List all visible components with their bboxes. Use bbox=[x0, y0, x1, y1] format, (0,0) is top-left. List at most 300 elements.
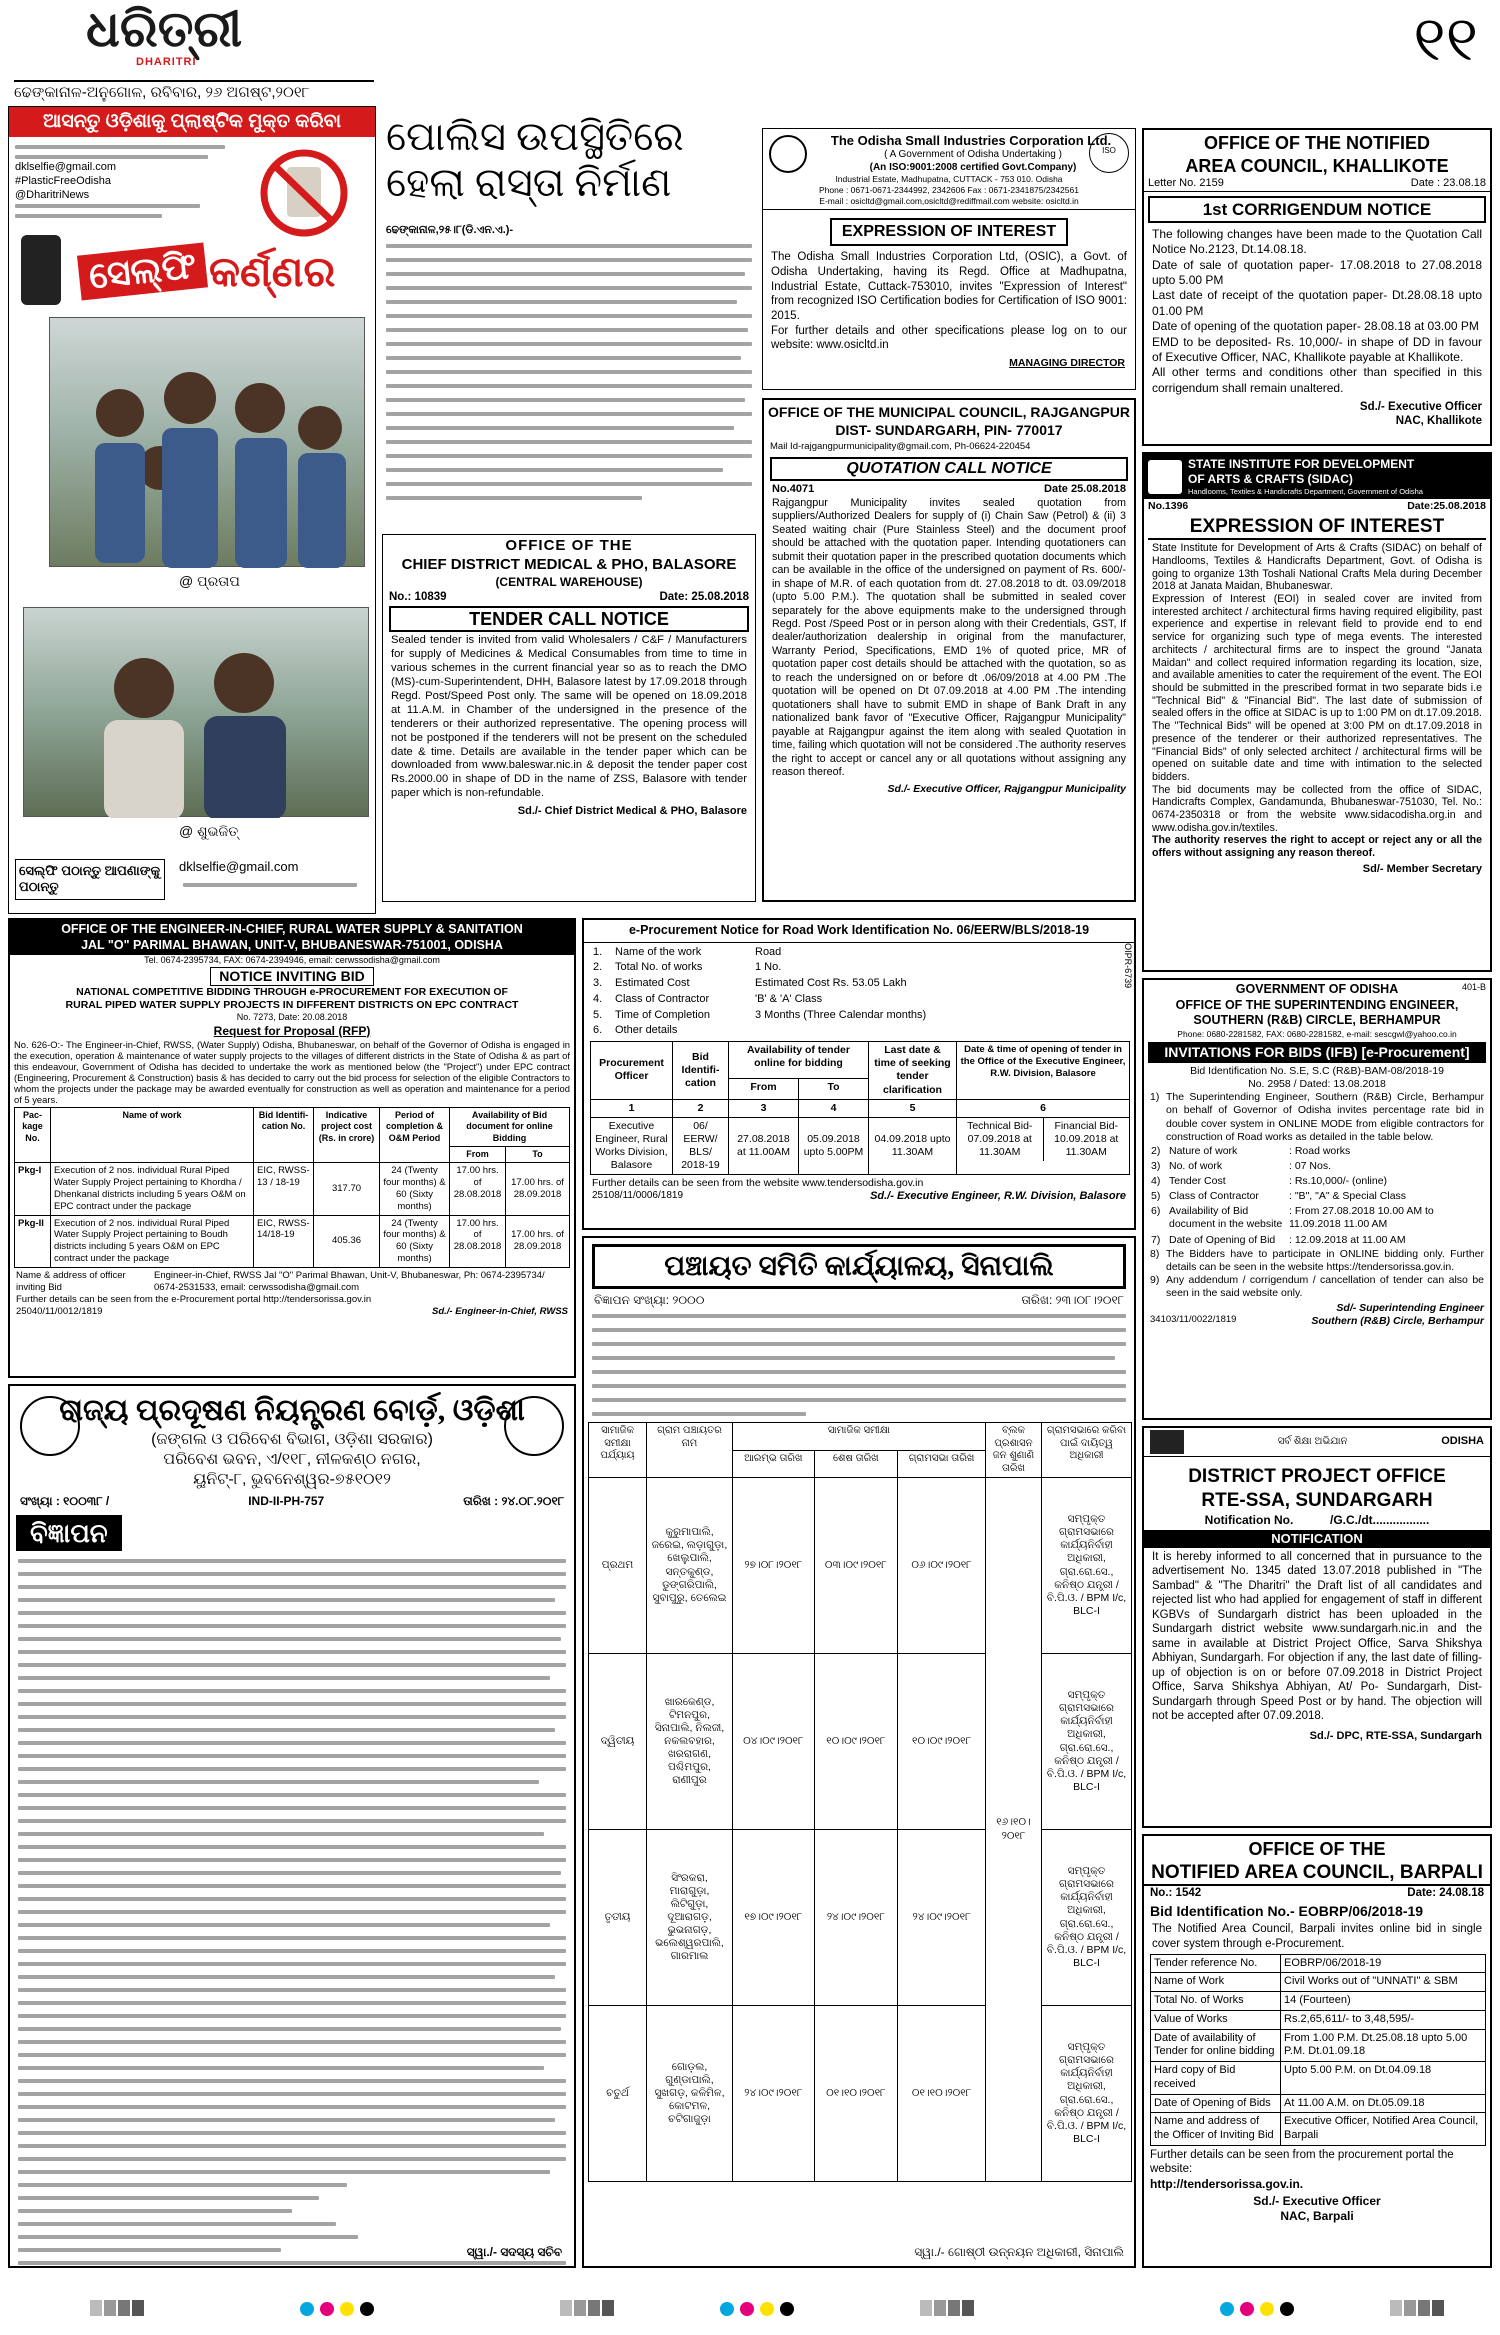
sinapali-h-officer: ଗ୍ରାମସଭାରେ କରିବା ପାଇଁ ଦାୟିତ୍ୱ ଅଧିକାରୀ bbox=[1042, 1423, 1132, 1478]
khallikote-letter-no: Letter No. 2159 bbox=[1148, 177, 1224, 189]
pollution-sub3: ୟୁନିଟ୍-୮, ଭୁବନେଶ୍ୱର-୭୫୧୦୧୨ bbox=[193, 1470, 391, 1488]
sinapali-date: ତାରିଖ: ୨୩।୦୮।୨୦୧୮ bbox=[1021, 1293, 1124, 1307]
ssc-title3: SOUTHERN (R&B) CIRCLE, BERHAMPUR bbox=[1193, 1013, 1441, 1028]
rwss-h-from: From bbox=[450, 1146, 506, 1162]
ssc-p1: The Superintending Engineer, Southern (R&B) Circle, Berhampur on behalf of Governor of Odisha invites percentage rate bid in double cover system in ONLINE MODE from eligible contractors for construction of Road works as detailed in the table below. bbox=[1166, 1091, 1484, 1143]
khallikote-row1: Date of sale of quotation paper- 17.08.2018 to 27.08.2018 upto 5.00 PM bbox=[1152, 257, 1482, 288]
rwss-table bbox=[14, 1107, 570, 1268]
list-item bbox=[1148, 1144, 1484, 1159]
rw-table bbox=[590, 1041, 1130, 1175]
pollution-board-notice bbox=[8, 1384, 576, 2268]
sidac-sign: Sd/- Member Secretary bbox=[1362, 862, 1482, 875]
rw-h3b: To bbox=[799, 1078, 869, 1099]
khallikote-corrigendum bbox=[1142, 128, 1492, 446]
registration-dot bbox=[300, 2302, 314, 2316]
ssc-no: No. 2958 / Dated: 13.08.2018 bbox=[1248, 1078, 1386, 1091]
sinapali-start: ୦୪।୦୯।୨୦୧୮ bbox=[733, 1654, 815, 1830]
rw-item-n: 6. bbox=[593, 1024, 603, 1037]
sinapali-phase: ପ୍ରଥମ bbox=[589, 1478, 647, 1654]
registration-dot bbox=[720, 2302, 734, 2316]
rw-sign: Sd./- Executive Engineer, R.W. Division, Balasore bbox=[870, 1190, 1126, 1203]
rwss-addr-label: Name & address of officer inviting Bid bbox=[16, 1270, 126, 1293]
table-row bbox=[15, 1215, 570, 1268]
se-berhampur-ifb: 401-B GOVERNMENT OF ODISHA OFFICE OF THE SUPERINTENDING ENGINEER, SOUTHERN (R&B) CIRCLE, BERHAMPUR Phone: 0680-2281582, FAX: 0680-2281582, e-mail: sescgwl@yahoo.co.in INVITATIONS FOR BIDS (IFB) [e-Procurement] Bid Identification No. S.E, S.C (R&B)-BAM-08/2018-19 No. 2958 / Dated: 13.08.2018 1) The Superintending Engineer, Southern (R&B) Circle, Berhampur on behalf of Governor of Odisha invites percentage rate bid in double cover system in ONLINE MODE from eligible contractors for construction of Road works as detailed in the table below. 2) Nature of work : Road works 3) No. of work : 07 Nos. 4) Tender Cost : Rs.10,000/- (online) 5) Class of Contractor : "B", "A" & Special Class 6) Availability of Bid document in the website : From 27.08.2018 10.00 AM to 11.09.2018 11.00 AM 7) Date of Opening of Bid : 12.09.2018 at 11.00 AM 8) The Bidders have to participate in ONLINE bidding only. Further details can be seen in the website https://tendersorissa.gov.in. 9) Any addendum / corrigendum / cancellation of tender can also be seen in the said website only. 34103/11/0022/1819 Sd/- Superintending Engineer Southern (R&B) Circle, Berhampur bbox=[1142, 978, 1492, 1420]
rw-item-v: Estimated Cost Rs. 53.05 Lakh bbox=[755, 977, 907, 990]
selfie-caption-2: @ ଶୁଭଜିତ୍ bbox=[179, 823, 239, 839]
rajgangpur-mail: Mail Id-rajgangpurmunicipality@gmail.com, Ph-06624-220454 bbox=[770, 441, 1031, 452]
pollution-body bbox=[10, 1553, 574, 2268]
rw-h5: Date & time of opening of tender in the Office of the Executive Engineer, R.W. Division, Balasore bbox=[957, 1042, 1130, 1100]
selfie-hashtag: #PlasticFreeOdisha bbox=[15, 174, 111, 187]
sidac-body: State Institute for Development of Arts & Crafts (SIDAC) on behalf of Handlooms, Textiles & Handicrafts Department, Govt. of Odisha is going to organize 13th Toshali National Crafts Mela during December 2018 at Janata Maidan, Bhubaneswar. bbox=[1152, 542, 1482, 593]
phone-icon bbox=[21, 235, 61, 305]
ssc-row-k: Nature of work bbox=[1169, 1144, 1238, 1157]
rw-num: 6 bbox=[957, 1099, 1130, 1117]
ssc-rows bbox=[1148, 1144, 1484, 1248]
barpali-date: Date: 24.08.18 bbox=[1407, 1887, 1484, 1900]
rajgangpur-date: Date 25.08.2018 bbox=[1044, 482, 1126, 495]
ssc-heading: INVITATIONS FOR BIDS (IFB) [e-Procurement] bbox=[1148, 1042, 1486, 1064]
sinapali-h-hearing: ବ୍ଲକ ପ୍ରଶାସନ ଜନ ଶୁଣାଣି ତାରିଖ bbox=[986, 1423, 1042, 1478]
ssc-row-k: Tender Cost bbox=[1169, 1175, 1226, 1187]
selfie-footer-email: dklselfie@gmail.com bbox=[179, 859, 299, 874]
cdmo-sign: Sd./- Chief District Medical & PHO, Balasore bbox=[517, 805, 747, 818]
barpali-title1: OFFICE OF THE bbox=[1248, 1839, 1386, 1859]
odisha-emblem-icon bbox=[504, 1396, 564, 1456]
sidac-sub: Handlooms, Textiles & Handicrafts Department, Government of Odisha bbox=[1188, 487, 1423, 496]
registration-bar-left bbox=[90, 2300, 144, 2316]
osic-sub3: Industrial Estate, Madhupatna, CUTTACK - 753 010. Odisha bbox=[835, 174, 1063, 185]
rwss-addr: Engineer-in-Chief, RWSS Jal "O" Parimal Bhawan, Unit-V, Bhubaneswar, Ph: 0674-2395734/ 0674-2531533, email: cerwssodisha@gmail.com bbox=[154, 1270, 545, 1293]
sinapali-sign: ସ୍ୱା./- ଗୋଷ୍ଠୀ ଉନ୍ନୟନ ଅଧିକାରୀ, ସିନାପାଲି bbox=[914, 2245, 1124, 2259]
registration-dot bbox=[740, 2302, 754, 2316]
list-item bbox=[590, 1023, 1110, 1039]
ssc-row-v: : Rs.10,000/- (online) bbox=[1289, 1175, 1388, 1187]
rw-item-k: Total No. of works bbox=[615, 961, 703, 974]
barpali-k: Tender reference No. bbox=[1151, 1954, 1281, 1973]
sinapali-start: ୨୭।୦୮।୨୦୧୮ bbox=[733, 1478, 815, 1654]
ssc-row-k: Date of Opening of Bid bbox=[1169, 1233, 1276, 1246]
cdmo-body: Sealed tender is invited from valid Wholesalers / C&F / Manufacturers for supply of Medicines & Medical Consumables from time to time in various schemes in the current financial year so as to reach the DMO (MS)-cum-Superintendent, DHH, Balasore latest by 17.09.2018 through Regd. Post/Speed Post only. The same will be opened on 18.09.2018 at 11.A.M. in Chamber of the undersigned in the presence of the tenderers or their authorized representative. The opening process will not be postponed if the tenderers will not be present on the scheduled date & time. Details are available in the tender paper which can be downloaded from www.baleswar.nic.in & deposit the tender paper cost Rs.2000.00 in shape of DD in the name of ZSS, Balasore with tender paper which is non-refundable. bbox=[391, 634, 747, 800]
table-row bbox=[1151, 2010, 1486, 2029]
barpali-k: Name and address of the Officer of Inviting Bid bbox=[1151, 2113, 1281, 2146]
barpali-v: Civil Works out of "UNNATI" & SBM bbox=[1281, 1973, 1486, 1992]
table-row bbox=[591, 1117, 1130, 1175]
registration-dot bbox=[760, 2302, 774, 2316]
rw-item-n: 1. bbox=[593, 945, 603, 958]
osic-eoi bbox=[762, 128, 1136, 390]
no-plastic-icon bbox=[249, 145, 359, 240]
sinapali-end: ୦୧।୧୦।୨୦୧୮ bbox=[814, 2006, 897, 2182]
registration-dot bbox=[1260, 2302, 1274, 2316]
khallikote-sign2: NAC, Khallikote bbox=[1395, 415, 1482, 428]
sinapali-gs: ୦୧।୧୦।୨୦୧୮ bbox=[898, 2006, 986, 2182]
khallikote-title1: OFFICE OF THE NOTIFIED bbox=[1204, 133, 1430, 153]
rw-c1: Executive Engineer, Rural Works Division, Balasore bbox=[591, 1117, 673, 1175]
rwss-sub1: NATIONAL COMPETITIVE BIDDING THROUGH e-PROCUREMENT FOR EXECUTION OF bbox=[76, 986, 508, 998]
sundargarh-logo-right: ODISHA bbox=[1441, 1435, 1484, 1448]
rwss-from: 17.00 hrs. of 28.08.2018 bbox=[450, 1215, 506, 1268]
rw-item-v bbox=[752, 1023, 1110, 1039]
rwss-to: 17.00 hrs. of 28.09.2018 bbox=[506, 1215, 570, 1268]
sinapali-h-gs: ଗ୍ରାମସଭା ତାରିଖ bbox=[898, 1450, 986, 1478]
pollution-title: ରାଜ୍ୟ ପ୍ରଦୂଷଣ ନିୟନ୍ତ୍ରଣ ବୋର୍ଡ଼, ଓଡ଼ିଶା bbox=[59, 1394, 525, 1427]
ssc-row-v: : From 27.08.2018 10.00 AM to 11.09.2018 11.00 AM bbox=[1289, 1205, 1434, 1231]
rw-c2: 06/ EERW/ BLS/ 2018-19 bbox=[673, 1117, 729, 1175]
table-row bbox=[589, 1478, 1132, 1654]
sinapali-h-end: ଶେଷ ତାରିଖ bbox=[814, 1450, 897, 1478]
ssc-sign2: Southern (R&B) Circle, Berhampur bbox=[1311, 1315, 1484, 1328]
rwss-title1: OFFICE OF THE ENGINEER-IN-CHIEF, RURAL WATER SUPPLY & SANITATION bbox=[10, 920, 574, 938]
sinapali-officer: ସମ୍ପୃକ୍ତ ଗ୍ରାମସଭାରେ କାର୍ଯ୍ୟନିର୍ବାହୀ ଅଧିକାରୀ, ଗ୍ରା.ରୋ.ସେ., କନିଷ୍ଠ ଯନ୍ତ୍ରୀ / ବି.ପି.ଓ. / BPM I/c, BLC-I bbox=[1042, 1478, 1132, 1654]
barpali-table bbox=[1150, 1954, 1486, 2146]
rwss-rfp: Request for Proposal (RFP) bbox=[213, 1023, 371, 1038]
sidac-logo-icon bbox=[1148, 460, 1182, 494]
rwss-nib bbox=[8, 918, 576, 1378]
registration-dot bbox=[360, 2302, 374, 2316]
sinapali-phase: ଦ୍ୱିତୀୟ bbox=[589, 1654, 647, 1830]
ssc-code: 34103/11/0022/1819 bbox=[1150, 1314, 1237, 1326]
sinapali-gps: ଗୋଡ଼ଲ, ଗୁଣ୍ଡାପାଲି, ସୁଖଗଡ଼, କଳିମିଳ, କୋଟମଳ, ଚଟିଗାଜୁଡ଼ା bbox=[647, 2006, 733, 2182]
sundargarh-notif: Notification No. /G.C./dt................. bbox=[1204, 1512, 1430, 1527]
cdmo-no: No.: 10839 bbox=[389, 590, 447, 603]
rw-h3: Availability of tender online for bidding bbox=[729, 1042, 869, 1078]
cdmo-tender bbox=[382, 534, 756, 902]
registration-dot bbox=[1240, 2302, 1254, 2316]
rwss-h-cost: Indicative project cost (Rs. in crore) bbox=[314, 1108, 380, 1163]
selfie-intro-email: dklselfie@gmail.com bbox=[15, 161, 117, 173]
cdmo-date: Date: 25.08.2018 bbox=[659, 590, 749, 603]
rw-item-n: 4. bbox=[593, 992, 603, 1005]
ssc-sign1: Sd/- Superintending Engineer bbox=[1336, 1302, 1484, 1315]
rwss-to: 17.00 hrs. of 28.09.2018 bbox=[506, 1163, 570, 1216]
selfie-title-a: ସେଲ୍ଫି bbox=[77, 242, 208, 300]
sundargarh-logo-left: ସର୍ବ ଶିକ୍ଷା ଅଭିଯାନ bbox=[1277, 1435, 1348, 1447]
sidac-title1: STATE INSTITUTE FOR DEVELOPMENT bbox=[1188, 457, 1415, 471]
rwss-h-work: Name of work bbox=[51, 1108, 254, 1163]
pollution-ref: IND-II-PH-757 bbox=[248, 1493, 325, 1508]
osic-title: The Odisha Small Industries Corporation Ltd. bbox=[830, 133, 1112, 148]
pollution-sub1: (ଜଙ୍ଗଲ ଓ ପରିବେଶ ବିଭାଗ, ଓଡ଼ିଶା ସରକାର) bbox=[151, 1430, 433, 1448]
osic-sub1: ( A Government of Odisha Undertaking ) bbox=[884, 149, 1062, 161]
pollution-heading: ବିଜ୍ଞାପନ bbox=[16, 1515, 122, 1552]
barpali-k: Total No. of Works bbox=[1151, 1992, 1281, 2011]
rw-num: 3 bbox=[729, 1099, 799, 1117]
rw-item-k: Time of Completion bbox=[615, 1008, 710, 1021]
barpali-k: Hard copy of Bid received bbox=[1151, 2062, 1281, 2095]
ssc-row-n: 3) bbox=[1151, 1159, 1161, 1172]
rwss-bid: EIC, RWSS-14/18-19 bbox=[254, 1215, 314, 1268]
rwss-body: No. 626-O:- The Engineer-in-Chief, RWSS, (Water Supply) Odisha, Bhubaneswar, on behalf of the Governor of Odisha is engaged in the execution, operation & maintenance of water supply projects to the villages of different districts in the State of Odisha & as part of this endeavour, Government of Odisha has decided to undertake the work as mentioned below (the "Project") under EPC contract (Engineering, Procurement & Construction) basis & has decided to carry out the bid process for selection of the eligible Contractors to whom the projects under the package may be awarded eventually for construction as well as operation and maintenance for a period of 5 years. bbox=[14, 1038, 570, 1105]
rw-side-code: OIPR-6739 bbox=[1123, 943, 1134, 989]
cdmo-title2: CHIEF DISTRICT MEDICAL & PHO, BALASORE bbox=[401, 555, 737, 573]
sinapali-gps: ସିଂରକରା, ମାରାଗୁଡ଼ା, ଲିଟିଗୁଡ଼ା, ଦୂଆରାଗଡ଼, ଭୁଭନାଗଡ଼, ଭଲେଶ୍ୱରପାଲି, ଗାରମାଲ bbox=[647, 1830, 733, 2006]
registration-bar-right bbox=[1390, 2300, 1444, 2316]
sinapali-h-phase: ସାମାଜିକ ସମୀକ୍ଷା ପର୍ଯ୍ୟାୟ bbox=[589, 1423, 647, 1478]
sinapali-officer: ସମ୍ପୃକ୍ତ ଗ୍ରାମସଭାରେ କାର୍ଯ୍ୟନିର୍ବାହୀ ଅଧିକାରୀ, ଗ୍ରା.ରୋ.ସେ., କନିଷ୍ଠ ଯନ୍ତ୍ରୀ / ବି.ପି.ଓ. / BPM I/c, BLC-I bbox=[1042, 2006, 1132, 2182]
sidac-eoi bbox=[1142, 452, 1492, 972]
rwss-work: Execution of 2 nos. individual Rural Piped Water Supply Project pertaining to Khordha / Dhenkanal districts including 5 years O&M on EPC contract under the package bbox=[51, 1163, 254, 1216]
rwss-cost: 405.36 bbox=[314, 1215, 380, 1268]
rajgangpur-sign: Sd./- Executive Officer, Rajgangpur Municipality bbox=[887, 782, 1126, 795]
list-item bbox=[1148, 1233, 1484, 1248]
list-item bbox=[590, 960, 1110, 976]
ssc-row-n: 6) bbox=[1151, 1205, 1161, 1218]
ssc-row-v: : 12.09.2018 at 11.00 AM bbox=[1289, 1233, 1406, 1246]
rw-item-n: 3. bbox=[593, 977, 603, 990]
sinapali-notice bbox=[582, 1236, 1136, 2268]
pair-photo-icon bbox=[24, 608, 370, 818]
sinapali-h-group: ସାମାଜିକ ସମୀକ୍ଷା bbox=[733, 1423, 986, 1451]
table-row bbox=[589, 1830, 1132, 2006]
barpali-v: At 11.00 A.M. on Dt.05.09.18 bbox=[1281, 2094, 1486, 2113]
sundargarh-ssa-logo-icon bbox=[1150, 1430, 1184, 1454]
rwss-cost: 317.70 bbox=[314, 1163, 380, 1216]
rwss-h-period: Period of completion & O&M Period bbox=[380, 1108, 450, 1163]
rw-item-n: 2. bbox=[593, 961, 603, 974]
list-item bbox=[1148, 1174, 1484, 1189]
ssc-row-n: 5) bbox=[1151, 1190, 1161, 1203]
rw-item-k: Estimated Cost bbox=[615, 977, 690, 990]
sinapali-no: ବିଜ୍ଞାପନ ସଂଖ୍ୟା: ୨୦୦୦ bbox=[594, 1293, 705, 1307]
list-item bbox=[1148, 1204, 1484, 1232]
rwss-period: 24 (Twenty four months) & 60 (Sixty months) bbox=[380, 1215, 450, 1268]
rwss-h-avail: Availability of Bid document for online Bidding bbox=[450, 1108, 570, 1147]
rajgangpur-title1: OFFICE OF THE MUNICIPAL COUNCIL, RAJGANGPUR bbox=[768, 404, 1130, 420]
barpali-v: Executive Officer, Notified Area Council, Barpali bbox=[1281, 2113, 1486, 2146]
barpali-k: Name of Work bbox=[1151, 1973, 1281, 1992]
rwss-pkg: Pkg-I bbox=[15, 1163, 51, 1216]
registration-dot bbox=[1280, 2302, 1294, 2316]
barpali-k: Date of Opening of Bids bbox=[1151, 2094, 1281, 2113]
barpali-bid bbox=[1142, 1834, 1492, 2268]
rw-c6b: Financial Bid- 10.09.2018 at 11.30AM bbox=[1054, 1119, 1119, 1158]
rw-num: 4 bbox=[799, 1099, 869, 1117]
rwss-sub2: RURAL PIPED WATER SUPPLY PROJECTS IN DIFFERENT DISTRICTS ON EPC CONTRACT bbox=[65, 999, 519, 1012]
table-row bbox=[1151, 2062, 1486, 2095]
sinapali-officer: ସମ୍ପୃକ୍ତ ଗ୍ରାମସଭାରେ କାର୍ଯ୍ୟନିର୍ବାହୀ ଅଧିକାରୀ, ଗ୍ରା.ରୋ.ସେ., କନିଷ୍ଠ ଯନ୍ତ୍ରୀ / ବି.ପି.ଓ. / BPM I/c, BLC-I bbox=[1042, 1830, 1132, 2006]
rw-h4: Last date & time of seeking tender clarification bbox=[869, 1042, 957, 1100]
rw-item-v: 3 Months (Three Calendar months) bbox=[755, 1008, 927, 1021]
police-headline: ପୋଲିସ ଉପସ୍ଥିତିରେ ହେଲା ରାସ୍ତା ନିର୍ମାଣ bbox=[386, 114, 684, 205]
sundargarh-body: It is hereby informed to all concerned that in pursuance to the advertisement No. 1345 dated 13.07.2018 published in "The Sambad" & "The Dharitri" the Draft list of all candidates and rejected list who had applied for engagement of staff in different KGBVs of Sundargarh district has been uploaded in the Sundargarh district website www.sundargarh.nic.in and the same in available at District Project Office, Sarva Shikshya Abhiyan, Sundargarh. For objection if any, the last date of filling-up of objection is on or before 07.09.2018 in District Project Office, Sarva Shikshya Abhiyan, At/ Po- Sundargarh, Dist- Sundargarh through Speed Post or by hand. The objection will not be accepted after 07.09.2018. bbox=[1152, 1550, 1482, 1723]
pollution-sign: ସ୍ୱା./- ସଦସ୍ୟ ସଚିବ bbox=[466, 2245, 562, 2259]
osic-heading: EXPRESSION OF INTEREST bbox=[830, 218, 1068, 246]
registration-bar-center bbox=[560, 2300, 614, 2316]
selfie-corner bbox=[8, 106, 376, 914]
rw-further: Further details can be seen from the website www.tendersodisha.gov.in bbox=[592, 1177, 924, 1190]
table-row bbox=[1151, 2113, 1486, 2146]
rw-h1: Procurement Officer bbox=[591, 1042, 673, 1100]
sinapali-title: ପଞ୍ଚାୟତ ସମିତି କାର୍ଯ୍ୟାଳୟ, ସିନାପାଲି bbox=[592, 1244, 1126, 1289]
sidac-heading: EXPRESSION OF INTEREST bbox=[1148, 515, 1486, 541]
ssc-p8: The Bidders have to participate in ONLINE bidding only. Further details can be seen in the website https://tendersorissa.gov.in. bbox=[1166, 1247, 1484, 1273]
rwss-period: 24 (Twenty four months) & 60 (Sixty months) bbox=[380, 1163, 450, 1216]
sinapali-h-gp: ଗ୍ରାମ ପଞ୍ଚାୟତର ନାମ bbox=[647, 1423, 733, 1478]
rwss-h-bid: Bid Identifi-cation No. bbox=[254, 1108, 314, 1163]
registration-bar-mid bbox=[920, 2300, 974, 2316]
barpali-sign1: Sd./- Executive Officer bbox=[1253, 2193, 1381, 2208]
sundargarh-notification bbox=[1142, 1426, 1492, 1828]
rw-item-v: Road bbox=[755, 945, 782, 958]
rwss-from: 17.00 hrs. of 28.08.2018 bbox=[450, 1163, 506, 1216]
list-item bbox=[590, 976, 1110, 992]
rw-num: 2 bbox=[673, 1099, 729, 1117]
osic-logo-icon bbox=[769, 135, 807, 173]
pollution-sub2: ପରିବେଶ ଭବନ, ଏ/୧୧୮, ନୀଳକଣ୍ଠ ନଗର, bbox=[163, 1450, 421, 1468]
khallikote-sign1: Sd./- Executive Officer bbox=[1359, 400, 1482, 413]
selfie-footer-note bbox=[175, 879, 365, 891]
ssc-row-n: 4) bbox=[1151, 1175, 1161, 1187]
khallikote-row5: All other terms and conditions other than specified in this corrigendum shall remain unaltered. bbox=[1152, 365, 1482, 395]
table-row bbox=[1151, 2029, 1486, 2062]
sinapali-gs: ୨୪।୦୯।୨୦୧୮ bbox=[898, 1830, 986, 2006]
ssc-row-v: : "B", "A" & Special Class bbox=[1289, 1190, 1407, 1203]
selfie-photo-1 bbox=[49, 317, 365, 567]
khallikote-row4: EMD to be deposited- Rs. 10,000/- in shape of DD in favour of Executive Officer, NAC, Khallikote payable at Khallikote. bbox=[1152, 334, 1482, 364]
sinapali-h-start: ଆରମ୍ଭ ତାରିଖ bbox=[733, 1450, 815, 1478]
rwss-bid: EIC, RWSS-13 / 18-19 bbox=[254, 1163, 314, 1216]
selfie-banner bbox=[19, 247, 369, 309]
rwss-heading: NOTICE INVITING BID bbox=[210, 967, 373, 987]
group-photo-icon bbox=[50, 318, 366, 568]
osic-body2: For further details and other specifications please log on to our website: www.osicltd.in bbox=[771, 324, 1127, 352]
ssc-bid-id: Bid Identification No. S.E, S.C (R&B)-BAM-08/2018-19 bbox=[1190, 1065, 1444, 1077]
ssc-row-n: 7) bbox=[1151, 1233, 1161, 1246]
rajgangpur-no: No.4071 bbox=[772, 482, 815, 495]
barpali-heading: Bid Identification No.- EOBRP/06/2018-19 bbox=[1150, 1902, 1424, 1919]
list-item bbox=[1148, 1189, 1484, 1204]
sinapali-phase: ଚତୁର୍ଥ bbox=[589, 2006, 647, 2182]
barpali-v: From 1.00 P.M. Dt.25.08.18 upto 5.00 P.M. Dt.01.09.18 bbox=[1281, 2029, 1486, 2062]
table-row bbox=[1151, 2094, 1486, 2113]
ssc-tag: 401-B bbox=[1461, 982, 1486, 992]
table-row bbox=[1151, 1992, 1486, 2011]
barpali-k: Value of Works bbox=[1151, 2010, 1281, 2029]
list-item bbox=[1148, 1159, 1484, 1174]
rw-item-k: Name of the work bbox=[615, 945, 702, 958]
selfie-title-b: କର୍ଣ୍ଣର bbox=[209, 250, 336, 296]
rw-c4: 05.09.2018 upto 5.00PM bbox=[799, 1117, 869, 1175]
sinapali-gs: ୦୬।୦୯।୨୦୧୮ bbox=[898, 1478, 986, 1654]
osic-sub2: (An ISO:9001:2008 certified Govt.Company) bbox=[869, 161, 1077, 173]
sinapali-phase: ତୃତୀୟ bbox=[589, 1830, 647, 2006]
sundargarh-title2: RTE-SSA, SUNDARGARH bbox=[1201, 1489, 1433, 1511]
rw-item-k: Class of Contractor bbox=[615, 992, 710, 1005]
pollution-date: ତାରିଖ : ୨୪.୦୮.୨୦୧୮ bbox=[463, 1493, 564, 1508]
ssc-title2: OFFICE OF THE SUPERINTENDING ENGINEER, bbox=[1175, 997, 1459, 1012]
sinapali-officer: ସମ୍ପୃକ୍ତ ଗ୍ରାମସଭାରେ କାର୍ଯ୍ୟନିର୍ବାହୀ ଅଧିକାରୀ, ଗ୍ରା.ରୋ.ସେ., କନିଷ୍ଠ ଯନ୍ତ୍ରୀ / ବି.ପି.ଓ. / BPM I/c, BLC-I bbox=[1042, 1654, 1132, 1830]
khallikote-heading: 1st CORRIGENDUM NOTICE bbox=[1148, 196, 1486, 223]
osic-iso-icon: ISO bbox=[1089, 133, 1129, 173]
sidac-body3: The bid documents may be collected from the office of SIDAC, Handicrafts Complex, Gandamunda, Bhubaneswar-751030, Tel. No.: 0674-2350318 or from the website www.sidacodisha.org.in and www.odisha.gov.in/textiles. bbox=[1152, 783, 1482, 834]
ssc-row-k: Class of Contractor bbox=[1169, 1190, 1259, 1203]
barpali-title2: NOTIFIED AREA COUNCIL, BARPALI bbox=[1144, 1861, 1490, 1887]
registration-dot bbox=[340, 2302, 354, 2316]
rwss-tel: Tel. 0674-2395734, FAX: 0674-2394946, email: cerwssodisha@gmail.com bbox=[144, 955, 440, 966]
table-row bbox=[589, 1654, 1132, 1830]
rw-heading: e-Procurement Notice for Road Work Identification No. 06/EERW/BLS/2018-19 bbox=[584, 920, 1134, 943]
selfie-headline: ଆସନ୍ତୁ ଓଡ଼ିଶାକୁ ପ୍ଲାଷ୍ଟିକ ମୁକ୍ତ କରିବା bbox=[9, 107, 375, 137]
sinapali-start: ୨୪।୦୯।୨୦୧୮ bbox=[733, 2006, 815, 2182]
registration-dot bbox=[320, 2302, 334, 2316]
sinapali-gs: ୧୦।୦୯।୨୦୧୮ bbox=[898, 1654, 986, 1830]
list-item bbox=[590, 992, 1110, 1008]
table-row bbox=[1151, 1954, 1486, 1973]
osic-sign: MANAGING DIRECTOR bbox=[1009, 357, 1125, 370]
khallikote-row2: Last date of receipt of the quotation paper- Dt.28.08.18 upto 01.00 PM bbox=[1152, 288, 1482, 318]
rw-balasore-notice bbox=[582, 918, 1136, 1230]
masthead bbox=[8, 1, 1492, 104]
sundargarh-heading: NOTIFICATION bbox=[1144, 1530, 1490, 1548]
ssc-title1: GOVERNMENT OF ODISHA bbox=[1235, 982, 1399, 996]
ssc-row-k: Availability of Bid document in the website bbox=[1169, 1205, 1283, 1231]
barpali-v: Upto 5.00 P.M. on Dt.04.09.18 bbox=[1281, 2062, 1486, 2095]
rw-item-v: 1 No. bbox=[755, 961, 782, 974]
rw-h3a: From bbox=[729, 1078, 799, 1099]
ssc-p9: Any addendum / corrigendum / cancellation of tender can also be seen in the said website only. bbox=[1166, 1273, 1484, 1299]
rw-c3: 27.08.2018 at 11.00AM bbox=[729, 1117, 799, 1175]
sinapali-gps: କୁରୁମାପାଲି, ଜରେଇ, ଲଡ଼ାଗୁଡ଼ା, ଖେଲୁପାଲି, ସନ୍ତକୁଣ୍ଡ, ଡୁଙ୍ଗରିପାଲି, ସୁବାପୁରୁ, ତେଲେଇ bbox=[647, 1478, 733, 1654]
rw-num: 5 bbox=[869, 1099, 957, 1117]
ssc-phone: Phone: 0680-2281582, FAX: 0680-2281582, e-mail: sescgwl@yahoo.co.in bbox=[1177, 1028, 1457, 1039]
police-body bbox=[382, 238, 756, 506]
sundargarh-sign: Sd./- DPC, RTE-SSA, Sundargarh bbox=[1309, 1729, 1482, 1742]
barpali-further1: Further details can be seen from the procurement portal the website: bbox=[1150, 2148, 1454, 2176]
selfie-caption-1: @ ପ୍ରତାପ bbox=[179, 573, 240, 589]
ssc-row-n: 2) bbox=[1151, 1144, 1161, 1157]
selfie-photo-2 bbox=[23, 607, 369, 817]
table-row bbox=[1151, 1973, 1486, 1992]
sidac-date: Date:25.08.2018 bbox=[1407, 500, 1486, 513]
rw-c6a: Technical Bid- 07.09.2018 at 11.30AM bbox=[957, 1118, 1044, 1161]
sidac-bold: The authority reserves the right to accept or reject any or all the offers without assigning any reason thereof. bbox=[1152, 834, 1482, 860]
khallikote-body: The following changes have been made to the Quotation Call Notice No.2123, Dt.14.08.18. bbox=[1152, 227, 1482, 257]
rw-items bbox=[590, 945, 1110, 1040]
cdmo-title3: (CENTRAL WAREHOUSE) bbox=[495, 574, 643, 589]
police-dateline: ଢେଙ୍କାନାଳ,୨୫।୮(ଡି.ଏନ.ଏ.)- bbox=[386, 224, 514, 236]
rwss-work: Execution of 2 nos. individual Rural Piped Water Supply Project pertaining to Boudh districts including 5 years O&M on EPC contract under the package bbox=[51, 1215, 254, 1268]
barpali-k: Date of availability of Tender for online bidding bbox=[1151, 2029, 1281, 2062]
barpali-v: Rs.2,65,611/- to 3,48,595/- bbox=[1281, 2010, 1486, 2029]
table-row bbox=[589, 2006, 1132, 2182]
sidac-body2: Expression of Interest (EOI) in sealed cover are invited from interested architect / architectural firms having required eligibility, past experience and expertise in relevant field to provide end to end service for organizing such type of mega events. The interested architects / architectural firms are to inspect the ground "Janata Maidan" and collect required information regarding its location, size, and available amenities to cater the requirement of the event. The EOI should be submitted in the prescribed format in two separate bids i.e "Technical Bid" & "Financial Bid". The last date of submission of sealed offers in the office at SIDAC is up to 1:00 PM on dt.17.09.2018. The "Technical Bids" will be opened at 3:00 PM on dt.17.09.2018 in presence of the tenderer or their authorized representatives. The "Financial Bids" of only selected architect / architectural firms will be opened on suitable date and time with intimation to the selected bidders. bbox=[1152, 593, 1482, 783]
sidac-no: No.1396 bbox=[1148, 500, 1189, 513]
sinapali-intro bbox=[584, 1308, 1134, 1422]
ssc-row-v: : 07 Nos. bbox=[1289, 1159, 1332, 1172]
rwss-noline: No. 7273, Date: 20.08.2018 bbox=[236, 1012, 348, 1023]
ssc-row-k: No. of work bbox=[1169, 1159, 1223, 1172]
sinapali-gps: ଖାରକେଣ୍ଡ, ଟିମନପୁର, ସିନାପାଲି, ନିଲଜୀ, ନକଲବହାର, ଖରରାଗଣ, ପଶ୍ଚିମପୁର, ରାଣୀପୁର bbox=[647, 1654, 733, 1830]
rwss-title2: JAL "O" PARIMAL BHAWAN, UNIT-V, BHUBANESWAR-751001, ODISHA bbox=[10, 938, 574, 956]
rw-h2: Bid Identifi-cation bbox=[673, 1042, 729, 1100]
barpali-v: EOBRP/06/2018-19 bbox=[1281, 1954, 1486, 1973]
list-item bbox=[590, 945, 1110, 961]
rwss-pkg: Pkg-II bbox=[15, 1215, 51, 1268]
rw-c5: 04.09.2018 upto 11.30AM bbox=[869, 1117, 957, 1175]
list-item bbox=[590, 1008, 1110, 1024]
rw-num: 1 bbox=[591, 1099, 673, 1117]
khallikote-title2: AREA COUNCIL, KHALLIKOTE bbox=[1185, 155, 1449, 176]
selfie-handle: @DharitriNews bbox=[15, 188, 90, 201]
rajgangpur-body: Rajgangpur Municipality invites sealed quotation from suppliers/Authorized Dealers for supply of (i) Chain Saw (Petrol) & (ii) 3 Seated waiting chair (Pure Stainless Steel) and the document proof should be attached with the quotation paper. Intending quotationers can submit their quotation paper in the prescribed quotation documents which can be available in the office of the undersigned on payment of Rs. 600/- in shape of M.R. of each quotation from dt. 27.08.2018 to dt. 03.09/2018 (upto 5.00 P.M.). The quotation shall be submitted in sealed cover separately for the above equipments make to the undersigned through Regd. Post /Speed Post or in person along with their Credentials, GST, If dealer/authorization dealership in original from the manufacturer, Warranty Period, Specifications, EMD 1% of quoted price, MR of quotation paper cost details should be attached with the quotation, so as to reach the undersigned on or before dt .06/09/2018 at 4.00 PM .The quotation will be opened on Dt 07.09.2018 at 4.00 PM .The intending quotationers shall have to submit EMD in shape of Bank Draft in any nationalized bank favor of "Executive Officer, Rajgangpur Municipality" payable at Rajgangpur against the item along with sealed Quotation in time, failing which quotation will not be considered .The authority reserves the right to accept or cancel any or all quotations without assigning any reason thereof. bbox=[772, 496, 1126, 779]
registration-dot bbox=[1220, 2302, 1234, 2316]
rw-code: 25108/11/0006/1819 bbox=[592, 1190, 684, 1202]
rwss-sign: Sd./- Engineer-in-Chief, RWSS bbox=[432, 1305, 568, 1317]
masthead-dateline: ଢେଙ୍କାନାଳ-ଅନୁଗୋଳ, ରବିବାର, ୨୬ ଅଗଷ୍ଟ,୨୦୧୮ bbox=[14, 80, 374, 103]
sinapali-end: ୧୦।୦୯।୨୦୧୮ bbox=[814, 1654, 897, 1830]
cdmo-title1: OFFICE OF THE bbox=[505, 537, 633, 554]
